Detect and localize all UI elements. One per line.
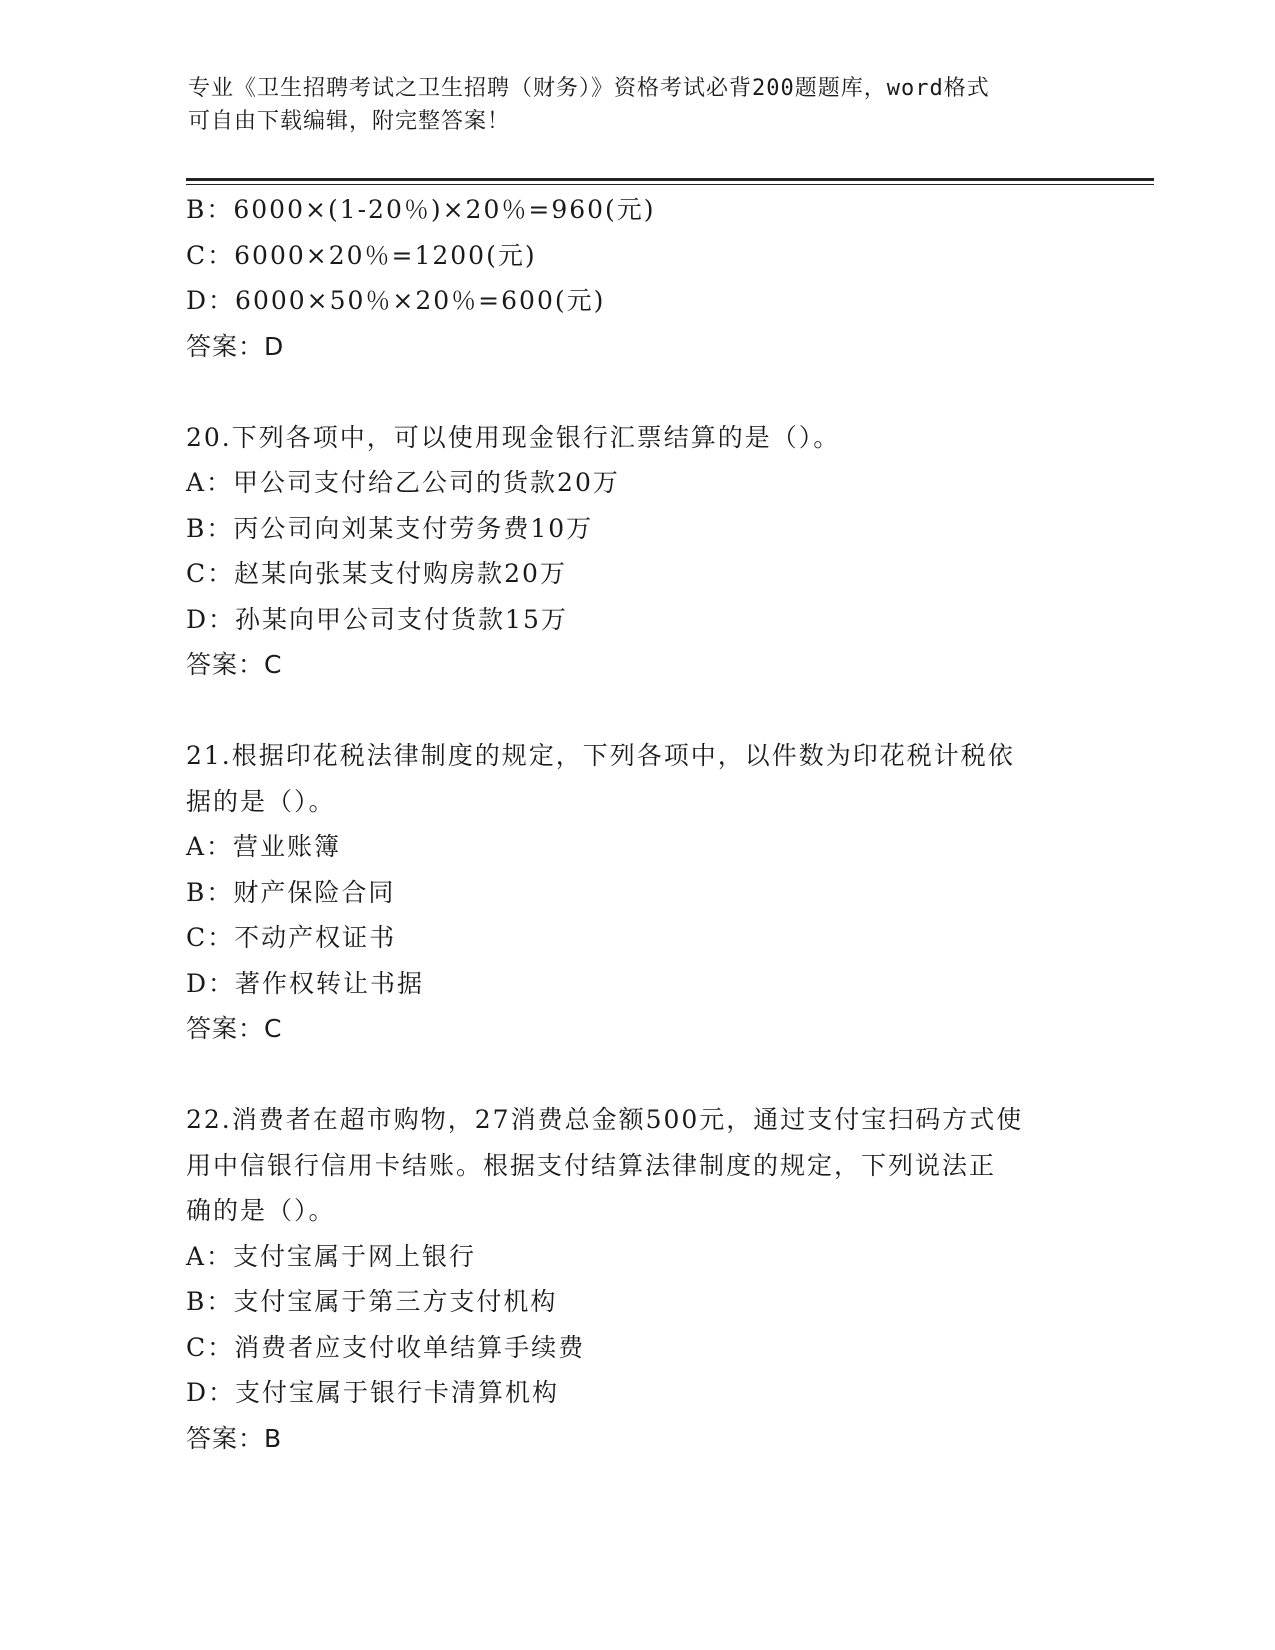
option-a: A：甲公司支付给乙公司的货款20万 — [186, 468, 620, 497]
option-b: B：支付宝属于第三方支付机构 — [186, 1287, 558, 1316]
answer-line: 答案：D — [186, 331, 285, 361]
header-rule-thin — [186, 184, 1154, 185]
question-stem-line-3: 确的是（）。 — [186, 1196, 336, 1225]
document-header — [188, 72, 1088, 138]
question-stem-line-2: 用中信银行信用卡结账。根据支付结算法律制度的规定，下列说法正 — [186, 1150, 997, 1180]
question-19-continued — [186, 187, 1086, 369]
spacer — [186, 1052, 1086, 1098]
answer-line: 答案：C — [186, 1014, 283, 1043]
option-c: C：不动产权证书 — [186, 923, 397, 952]
option-c: C：赵某向张某支付购房款20万 — [186, 559, 567, 588]
answer-line: 答案：C — [186, 650, 283, 679]
question-22 — [186, 1097, 1086, 1461]
option-c: C：6000×20％=1200(元) — [186, 240, 537, 270]
question-stem: 20.下列各项中，可以使用现金银行汇票结算的是（）。 — [186, 422, 841, 452]
option-c: C：消费者应支付收单结算手续费 — [186, 1332, 586, 1362]
option-b: B：6000×(1-20％)×20％=960(元) — [186, 195, 656, 224]
question-20 — [186, 415, 1086, 688]
question-stem-line-2: 据的是（）。 — [186, 786, 336, 816]
spacer — [186, 369, 1086, 415]
option-d: D：支付宝属于银行卡清算机构 — [186, 1378, 560, 1407]
header-title-line-2: 可自由下载编辑，附完整答案！ — [188, 109, 511, 134]
option-d: D：孙某向甲公司支付货款15万 — [186, 604, 568, 634]
option-a: A：支付宝属于网上银行 — [186, 1241, 477, 1271]
option-b: B：财产保险合同 — [186, 877, 396, 907]
question-stem-line-1: 21.根据印花税法律制度的规定，下列各项中，以件数为印花税计税依 — [186, 741, 1015, 770]
question-stem-line-1: 22.消费者在超市购物，27消费总金额500元，通过支付宝扫码方式使 — [186, 1105, 1024, 1134]
option-b: B：丙公司向刘某支付劳务费10万 — [186, 513, 594, 543]
header-rule-thick — [186, 178, 1154, 181]
option-d: D：著作权转让书据 — [186, 968, 425, 998]
option-d: D：6000×50％×20％=600(元) — [186, 286, 606, 315]
answer-line: 答案：B — [186, 1423, 283, 1453]
question-21 — [186, 733, 1086, 1052]
spacer — [186, 688, 1086, 734]
header-title-line-1: 专业《卫生招聘考试之卫生招聘（财务）》资格考试必背200题题库，word格式 — [188, 76, 990, 101]
question-content — [186, 187, 1086, 1461]
option-a: A：营业账簿 — [186, 832, 342, 861]
